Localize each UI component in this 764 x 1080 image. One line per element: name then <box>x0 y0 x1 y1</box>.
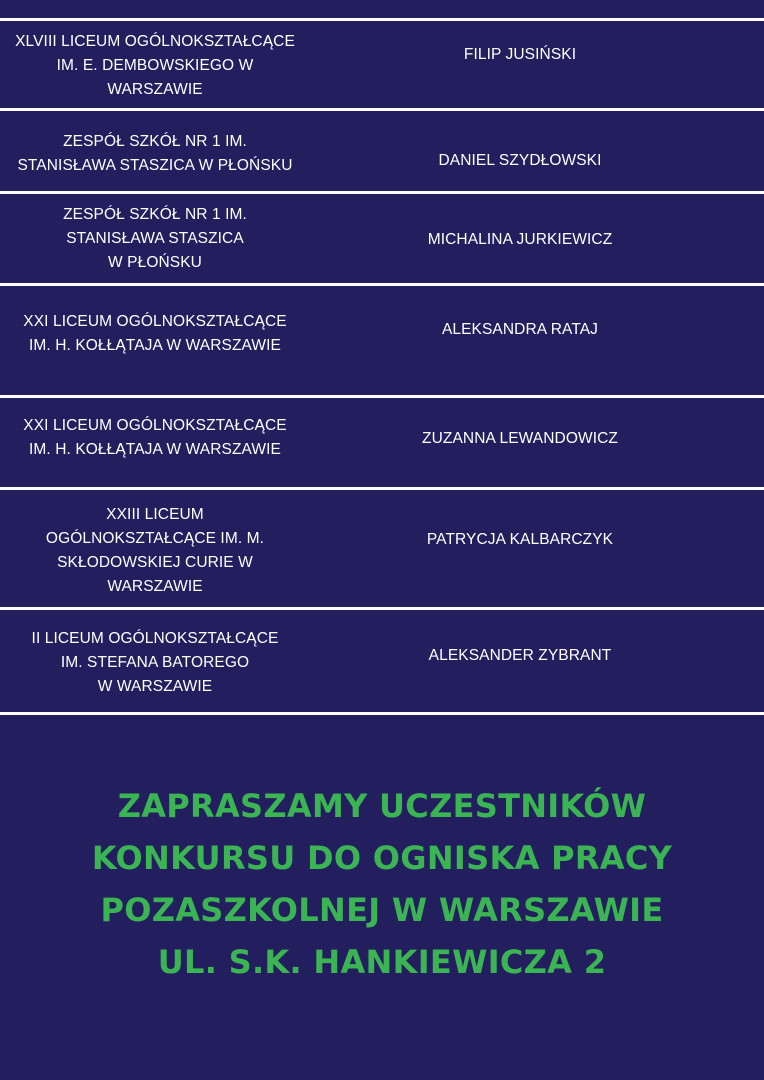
school-name: XLVIII LICEUM OGÓLNOKSZTAŁCĄCE IM. E. DEMBOWSKIEGO W WARSZAWIE <box>15 33 295 98</box>
row-divider <box>0 283 764 286</box>
student-name: DANIEL SZYDŁOWSKI <box>438 152 602 169</box>
school-name: XXIII LICEUM OGÓLNOKSZTAŁCĄCE IM. M. SKŁODOWSKIEJ CURIE W WARSZAWIE <box>45 506 265 595</box>
invitation-text: ZAPRASZAMY UCZESTNIKÓW KONKURSU DO OGNISKA PRACY POZASZKOLNEJ W WARSZAWIE UL. S.K. HANKIEWICZA 2 <box>91 787 673 981</box>
school-name: XXI LICEUM OGÓLNOKSZTAŁCĄCE IM. H. KOŁŁĄTAJA W WARSZAWIE <box>23 313 287 354</box>
row-divider <box>0 18 764 21</box>
school-name: ZESPÓŁ SZKÓŁ NR 1 IM. STANISŁAWA STASZICA W PŁOŃSKU <box>17 133 293 174</box>
row-divider <box>0 487 764 490</box>
student-name: FILIP JUSIŃSKI <box>463 46 577 63</box>
student-name: MICHALINA JURKIEWICZ <box>427 231 613 248</box>
row-divider <box>0 712 764 715</box>
row-divider <box>0 108 764 111</box>
row-divider <box>0 607 764 610</box>
student-name: ZUZANNA LEWANDOWICZ <box>422 430 618 447</box>
school-name: XXI LICEUM OGÓLNOKSZTAŁCĄCE IM. H. KOŁŁĄTAJA W WARSZAWIE <box>23 417 287 458</box>
school-name: ZESPÓŁ SZKÓŁ NR 1 IM. STANISŁAWA STASZICA W PŁOŃSKU <box>63 206 247 271</box>
student-name: ALEKSANDRA RATAJ <box>441 321 599 338</box>
student-name: PATRYCJA KALBARCZYK <box>426 531 614 548</box>
student-name: ALEKSANDER ZYBRANT <box>428 647 612 664</box>
row-divider <box>0 191 764 194</box>
row-divider <box>0 395 764 398</box>
school-name: II LICEUM OGÓLNOKSZTAŁCĄCE IM. STEFANA BATOREGO W WARSZAWIE <box>31 630 279 695</box>
